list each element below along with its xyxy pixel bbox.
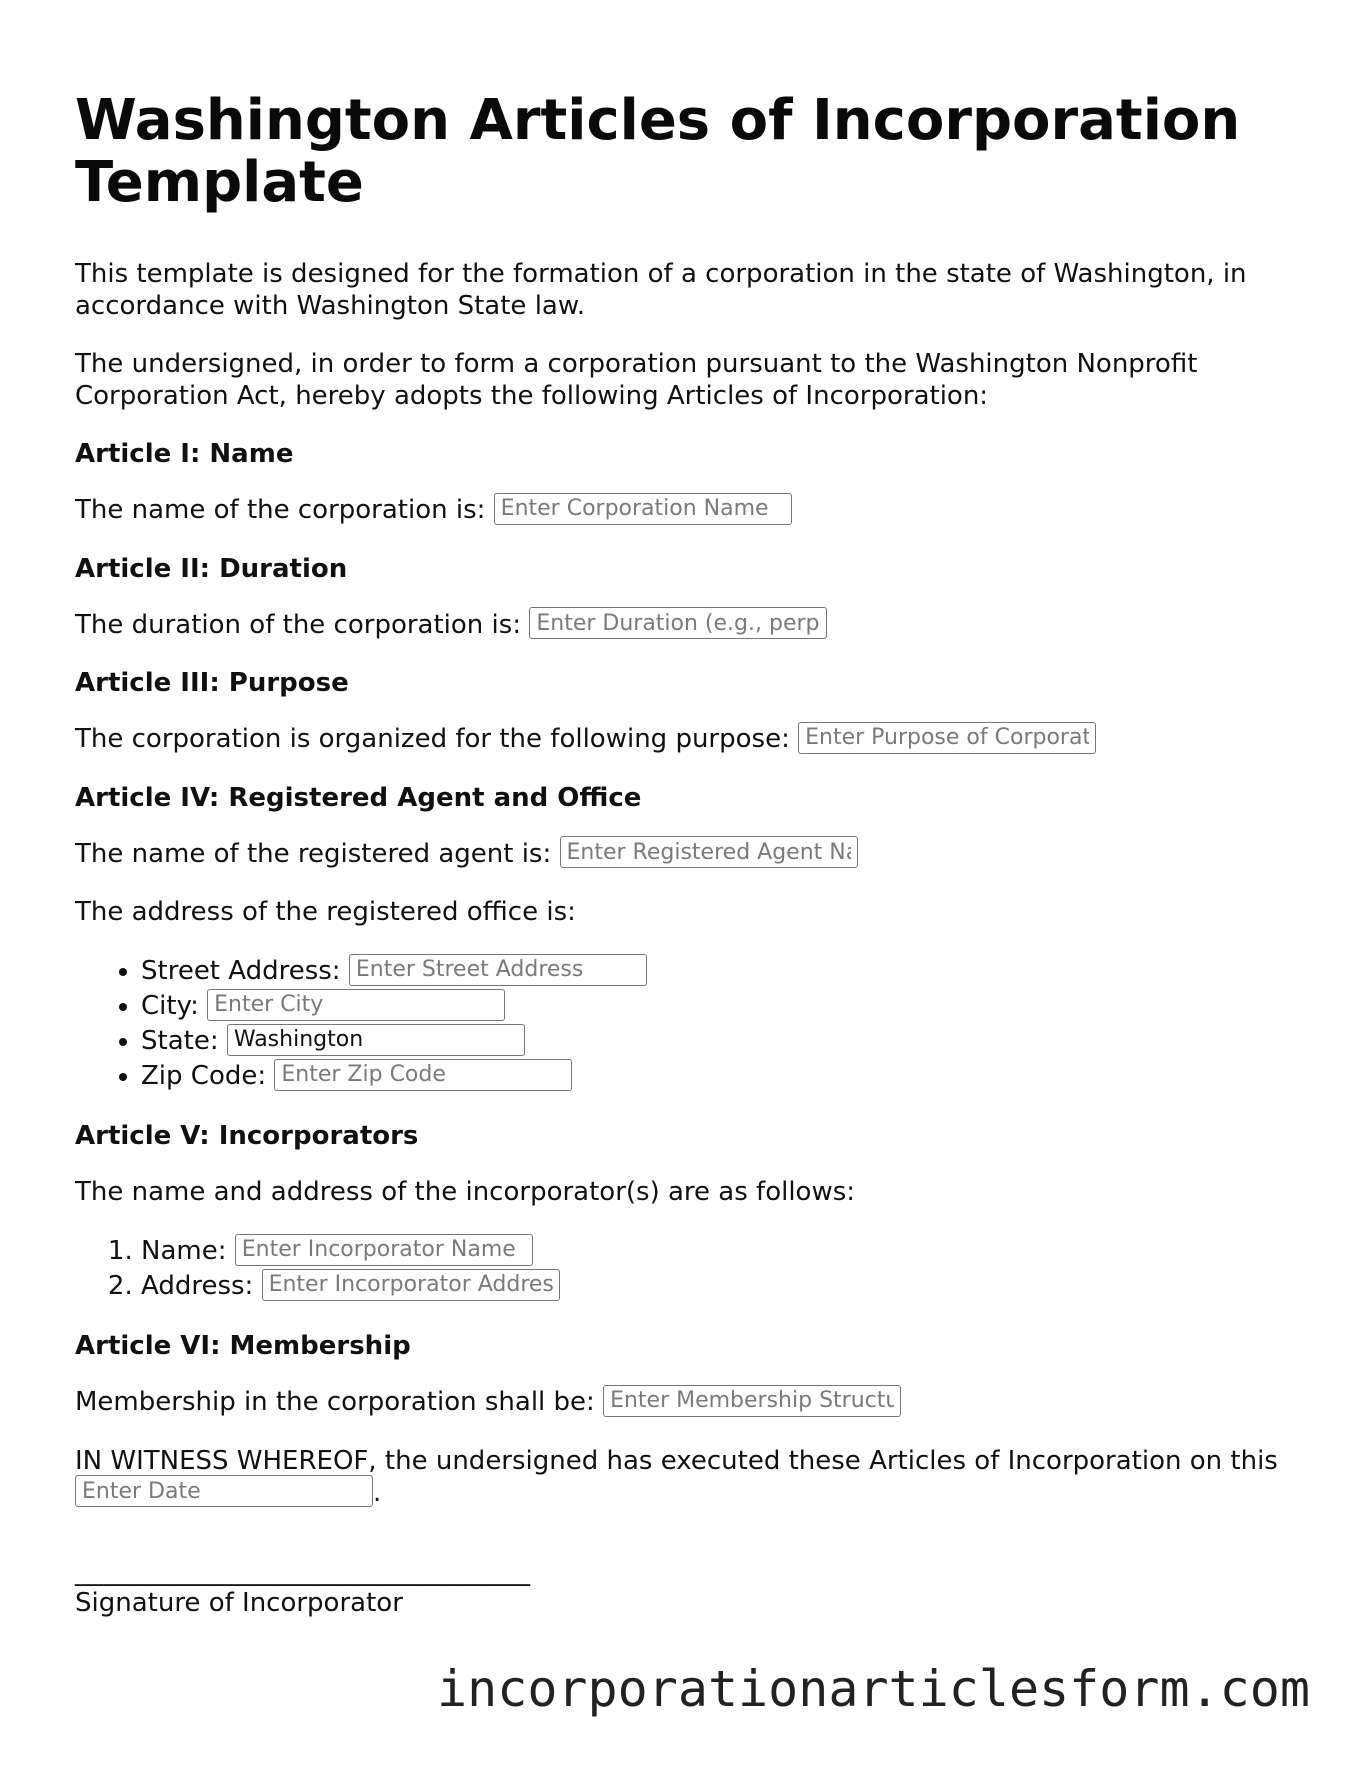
article-3-heading: Article III: Purpose bbox=[75, 668, 349, 698]
state-input[interactable] bbox=[227, 1024, 525, 1056]
document-page bbox=[75, 90, 1305, 1619]
list-item bbox=[141, 954, 1305, 989]
registered-agent-input[interactable] bbox=[560, 836, 858, 868]
incorporator-name-label: Name: bbox=[141, 1236, 227, 1266]
date-input[interactable] bbox=[75, 1475, 373, 1507]
registered-agent-label: The name of the registered agent is: bbox=[75, 838, 552, 869]
corporation-name-input[interactable] bbox=[494, 493, 792, 525]
signature-label: Signature of Incorporator bbox=[75, 1588, 403, 1618]
witness-paragraph bbox=[75, 1445, 1305, 1510]
list-item bbox=[141, 1269, 1305, 1304]
witness-text: IN WITNESS WHEREOF, the undersigned has executed these Articles of Incorporation on this bbox=[75, 1445, 1278, 1476]
registered-office-text: The address of the registered office is: bbox=[75, 897, 576, 927]
street-address-input[interactable] bbox=[349, 954, 647, 986]
article-2-line bbox=[75, 609, 1305, 642]
corporation-name-label: The name of the corporation is: bbox=[75, 495, 486, 525]
article-4-heading: Article IV: Registered Agent and Office bbox=[75, 782, 642, 813]
preamble-paragraph: The undersigned, in order to form a corporation pursuant to the Washington Nonprofit Corporation Act, hereby adopts the following Articles of Incorporation: bbox=[75, 349, 1198, 411]
incorporator-address-label: Address: bbox=[141, 1271, 254, 1301]
article-2-heading: Article II: Duration bbox=[75, 553, 348, 584]
page-title: Washington Articles of Incorporation Template bbox=[75, 88, 1241, 215]
incorporator-address-input[interactable] bbox=[262, 1269, 560, 1301]
article-1-line bbox=[75, 494, 1305, 527]
article-4-agent-line bbox=[75, 838, 1305, 871]
article-6-line bbox=[75, 1386, 1305, 1419]
intro-paragraph: This template is designed for the formation of a corporation in the state of Washington, in accordance with Washington State law. bbox=[75, 259, 1247, 321]
list-item bbox=[141, 1059, 1305, 1094]
article-1-heading: Article I: Name bbox=[75, 439, 294, 469]
duration-label: The duration of the corporation is: bbox=[75, 609, 522, 640]
zip-code-label: Zip Code: bbox=[141, 1061, 267, 1091]
list-item bbox=[141, 989, 1305, 1024]
purpose-input[interactable] bbox=[798, 722, 1096, 754]
registered-office-address-list bbox=[75, 954, 1305, 1094]
incorporator-name-input[interactable] bbox=[235, 1234, 533, 1266]
article-5-heading: Article V: Incorporators bbox=[75, 1121, 419, 1151]
article-3-line bbox=[75, 723, 1305, 756]
membership-input[interactable] bbox=[603, 1385, 901, 1417]
list-item bbox=[141, 1234, 1305, 1269]
membership-label: Membership in the corporation shall be: bbox=[75, 1387, 595, 1417]
city-label: City: bbox=[141, 991, 199, 1021]
incorporators-list bbox=[75, 1234, 1305, 1304]
purpose-label: The corporation is organized for the following purpose: bbox=[75, 724, 790, 754]
city-input[interactable] bbox=[207, 989, 505, 1021]
state-label: State: bbox=[141, 1026, 219, 1056]
signature-line: ___________________________________ bbox=[75, 1557, 530, 1587]
list-item bbox=[141, 1024, 1305, 1059]
site-watermark: incorporationarticlesform.com bbox=[437, 1660, 1310, 1718]
street-address-label: Street Address: bbox=[141, 956, 341, 986]
duration-input[interactable] bbox=[529, 607, 827, 639]
witness-period: . bbox=[373, 1477, 382, 1508]
article-6-heading: Article VI: Membership bbox=[75, 1331, 411, 1361]
zip-code-input[interactable] bbox=[274, 1059, 572, 1091]
incorporators-text: The name and address of the incorporator(s) are as follows: bbox=[75, 1177, 856, 1207]
